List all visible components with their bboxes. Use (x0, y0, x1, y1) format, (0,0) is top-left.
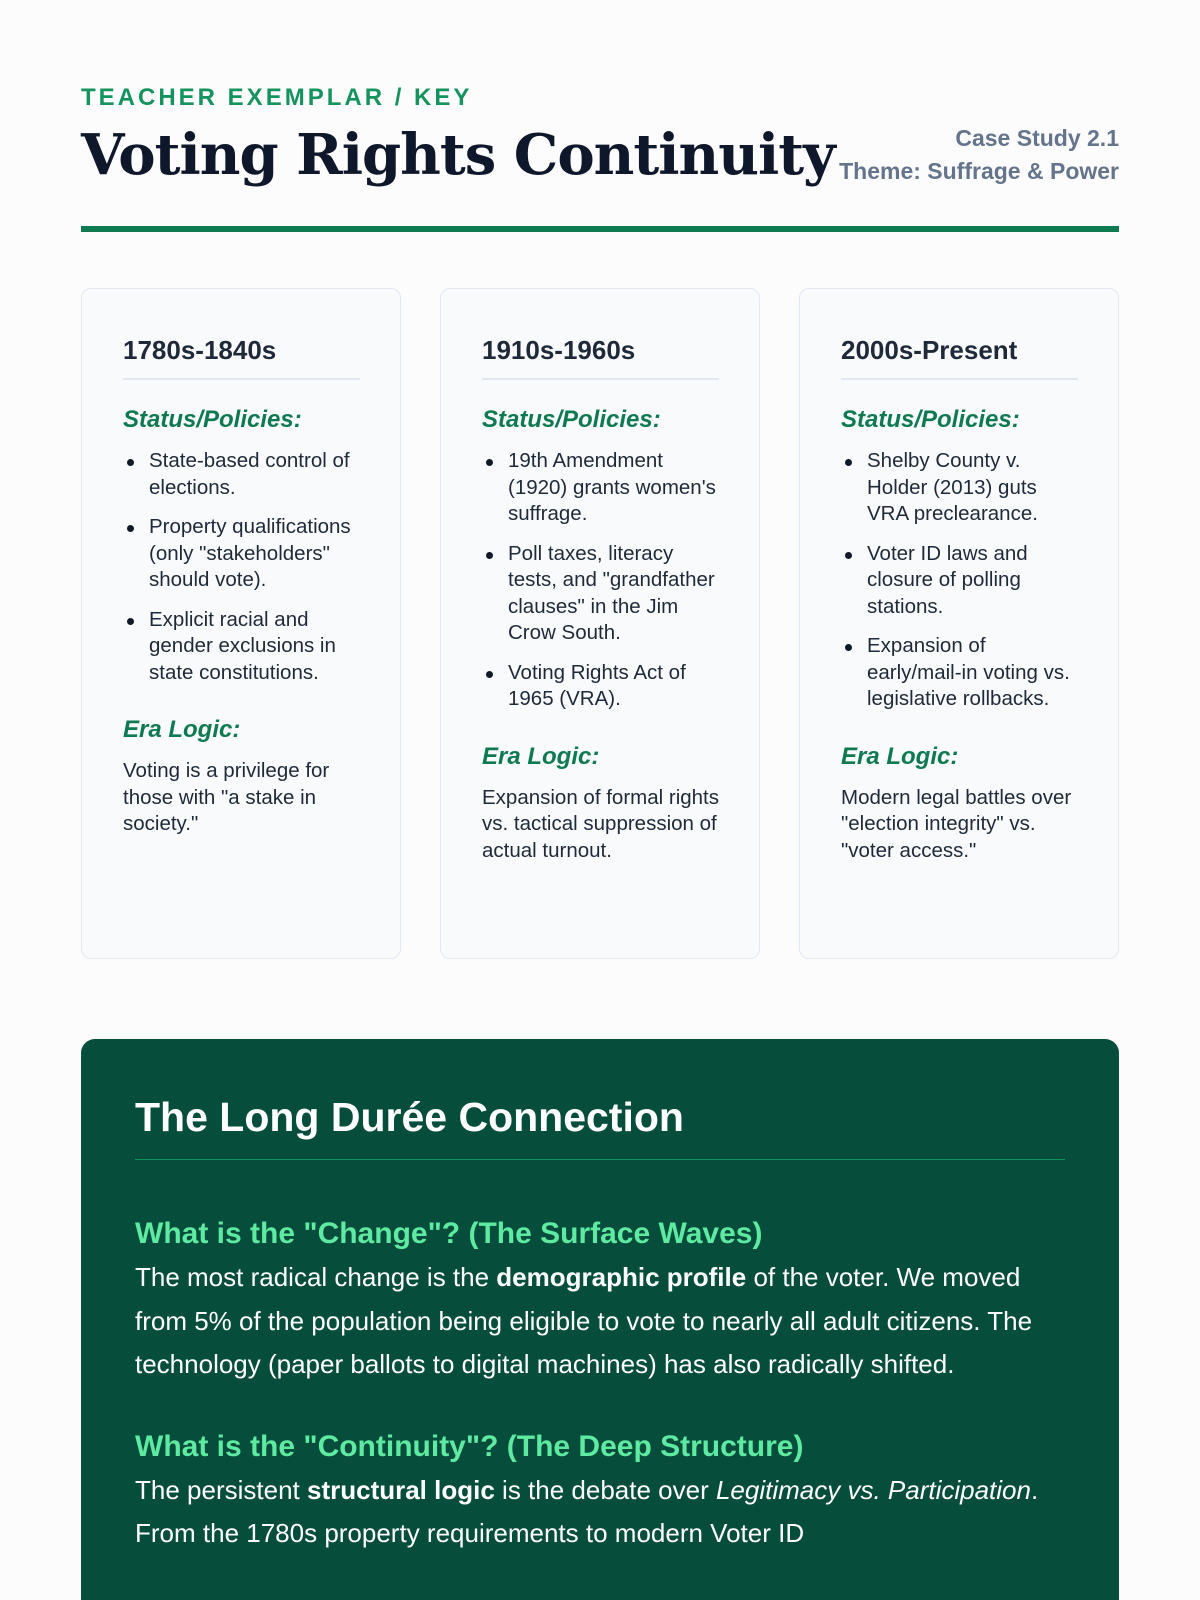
era-cards (81, 288, 1119, 959)
change-paragraph (135, 1256, 1065, 1387)
continuity-text-mid: is the debate over (494, 1474, 716, 1505)
era-title: 1780s-1840s (123, 334, 360, 380)
era-card (440, 288, 760, 959)
page-header (81, 0, 1119, 235)
era-logic-text: Voting is a privilege for those with "a stake in society." (123, 759, 330, 835)
continuity-heading: What is the "Continuity"? (The Deep Structure) (135, 1429, 804, 1463)
era-logic-text: Modern legal battles over "election integrity" vs. "voter access." (841, 785, 1072, 862)
continuity-italic: Legitimacy vs. Participation (715, 1474, 1031, 1505)
policy-item: Poll taxes, literacy tests, and "grandfather clauses" in the Jim Crow South. (508, 541, 719, 647)
policy-item: Shelby County v. Holder (2013) guts VRA preclearance. (867, 448, 1078, 528)
status-label: Status/Policies: (123, 406, 302, 433)
era-title: 2000s-Present (841, 334, 1078, 380)
change-heading: What is the "Change"? (The Surface Waves) (135, 1217, 763, 1250)
change-text-start: The most radical change is the (135, 1262, 497, 1292)
policy-list (123, 448, 360, 686)
continuity-text-start: The persistent (135, 1474, 307, 1505)
theme-label: Theme: Suffrage & Power (839, 158, 1119, 184)
page-title: Voting Rights Continuity (81, 122, 835, 188)
policy-list (482, 448, 719, 713)
continuity-emphasis: structural logic (306, 1474, 495, 1505)
change-emphasis: demographic profile (496, 1262, 747, 1292)
policy-item: Voting Rights Act of 1965 (VRA). (508, 660, 719, 713)
case-meta (839, 122, 1119, 188)
change-text-end: of the voter. We moved from 5% of the population being eligible to vote to nearly all adult citizens. The technology (paper ballots to digital machines) has also radically shifted. (135, 1262, 1033, 1379)
era-logic-text: Expansion of formal rights vs. tactical suppression of actual turnout. (482, 785, 720, 862)
long-duree-panel (81, 1039, 1119, 1600)
policy-item: Voter ID laws and closure of polling stations. (867, 541, 1078, 621)
header-divider (81, 226, 1119, 232)
era-card (799, 288, 1119, 959)
policy-list (841, 448, 1078, 713)
continuity-text-end: . From the 1780s property requirements to modern Voter ID (135, 1474, 1039, 1548)
era-card (81, 288, 401, 959)
policy-item: Expansion of early/mail-in voting vs. legislative rollbacks. (867, 633, 1078, 713)
policy-item: State-based control of elections. (149, 448, 360, 501)
panel-title: The Long Durée Connection (135, 1091, 1065, 1160)
era-logic-label: Era Logic: (482, 742, 600, 770)
status-label: Status/Policies: (482, 406, 661, 433)
era-logic-label: Era Logic: (123, 716, 241, 743)
status-label: Status/Policies: (841, 406, 1020, 433)
eyebrow-label: TEACHER EXEMPLAR / KEY (81, 84, 473, 111)
case-study-label: Case Study 2.1 (955, 125, 1119, 151)
era-logic-label: Era Logic: (841, 742, 959, 770)
era-title: 1910s-1960s (482, 334, 719, 380)
policy-item: Property qualifications (only "stakeholders" should vote). (149, 514, 360, 594)
policy-item: 19th Amendment (1920) grants women's suffrage. (508, 448, 719, 528)
continuity-paragraph (135, 1469, 1065, 1556)
policy-item: Explicit racial and gender exclusions in state constitutions. (149, 607, 360, 687)
